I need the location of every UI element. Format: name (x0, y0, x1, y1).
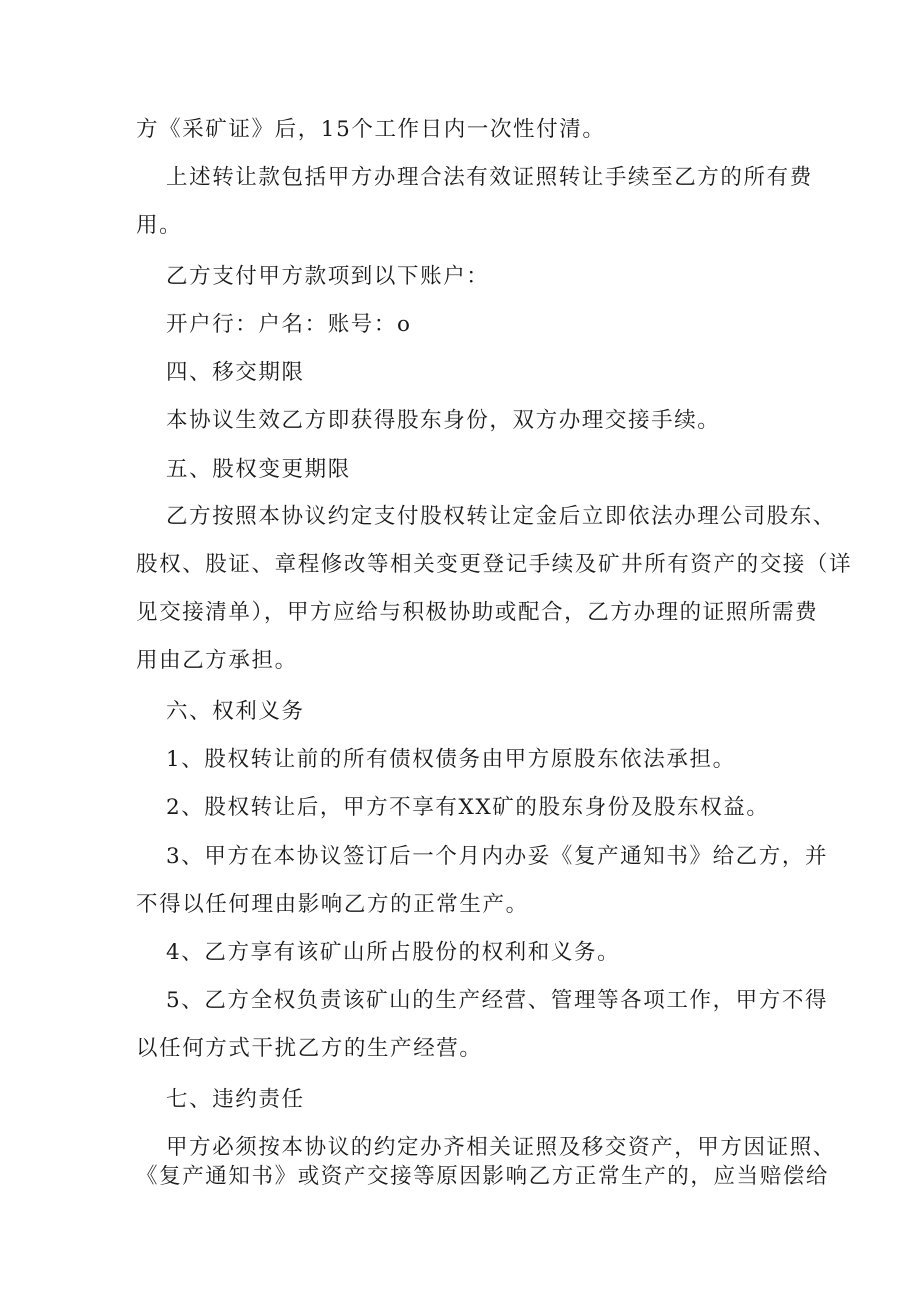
text-line: 2、股权转让后，甲方不享有XX矿的股东身份及股东权益。 (166, 795, 770, 820)
text-line: 本协议生效乙方即获得股东身份，双方办理交接手续。 (166, 408, 721, 433)
section-heading: 五、股权变更期限 (166, 457, 351, 482)
text-line: 用由乙方承担。 (136, 648, 298, 673)
text-line: 股权、股证、章程修改等相关变更登记手续及矿井所有资产的交接（详 (136, 552, 853, 577)
text-line: 不得以任何理由影响乙方的正常生产。 (136, 892, 529, 917)
text-line: 甲方必须按本协议的约定办齐相关证照及移交资产，甲方因证照、 (166, 1135, 836, 1160)
text-line: 以任何方式干扰乙方的生产经营。 (136, 1036, 483, 1061)
text-line: 上述转让款包括甲方办理合法有效证照转让手续至乙方的所有费 (166, 165, 813, 190)
text-line: 开户行：户名：账号：o (166, 312, 412, 337)
text-line: 4、乙方享有该矿山所占股份的权利和义务。 (166, 940, 621, 965)
text-line: 乙方支付甲方款项到以下账户： (166, 264, 490, 289)
text-line: 《复产通知书》或资产交接等原因影响乙方正常生产的，应当赔偿给 (136, 1164, 830, 1189)
section-heading: 四、移交期限 (166, 360, 305, 385)
text-line: 3、甲方在本协议签订后一个月内办妥《复产通知书》给乙方，并 (166, 844, 829, 869)
section-heading: 六、权利义务 (166, 699, 305, 724)
text-line: 见交接清单），甲方应给与积极协助或配合，乙方办理的证照所需费 (136, 600, 819, 625)
text-line: 用。 (136, 213, 183, 238)
text-line: 5、乙方全权负责该矿山的生产经营、管理等各项工作，甲方不得 (166, 988, 829, 1013)
text-line: 方《采矿证》后，15个工作日内一次性付清。 (136, 117, 606, 142)
section-heading: 七、违约责任 (166, 1087, 305, 1112)
text-line: 1、股权转让前的所有债权债务由甲方原股东依法承担。 (166, 747, 736, 772)
text-line: 乙方按照本协议约定支付股权转让定金后立即依法办理公司股东、 (166, 504, 836, 529)
